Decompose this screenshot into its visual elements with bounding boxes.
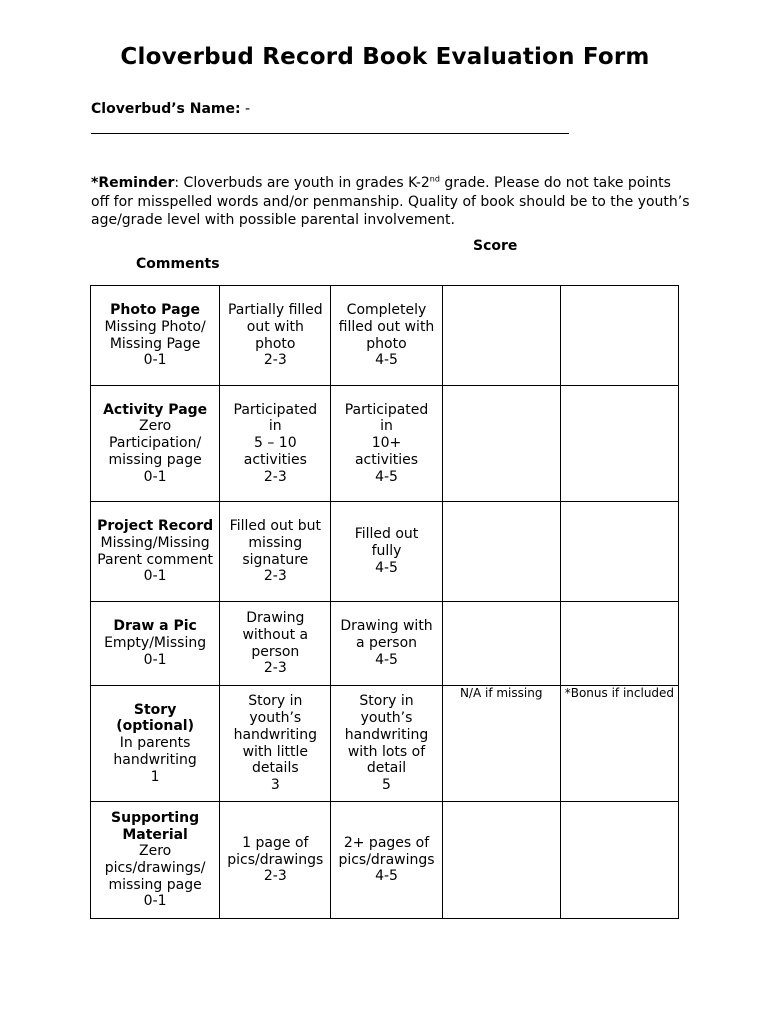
low-criteria-text: In parents bbox=[119, 735, 191, 752]
high-criteria-text: Story in bbox=[359, 693, 414, 710]
comments-cell[interactable] bbox=[560, 602, 678, 686]
high-criteria-text: 4-5 bbox=[375, 468, 398, 485]
low-criteria-text: 0-1 bbox=[143, 468, 167, 485]
table-row bbox=[91, 686, 679, 802]
low-criteria-text: Missing/Missing bbox=[100, 534, 210, 551]
category-cell bbox=[91, 502, 220, 602]
high-criteria-text: photo bbox=[366, 335, 407, 352]
mid-criteria-text: 2-3 bbox=[263, 468, 287, 485]
category-cell bbox=[91, 286, 220, 386]
score-label: Score bbox=[473, 238, 518, 254]
mid-criteria-text: Participated bbox=[233, 401, 318, 418]
high-criteria-text: detail bbox=[366, 760, 407, 777]
score-cell[interactable]: N/A if missing bbox=[442, 686, 560, 802]
mid-criteria-text: in bbox=[268, 418, 282, 435]
low-criteria-text: Parent comment bbox=[97, 551, 213, 568]
score-cell[interactable] bbox=[442, 386, 560, 502]
high-criteria-text: activities bbox=[354, 451, 419, 468]
low-criteria-text: 0-1 bbox=[143, 568, 167, 585]
category-label: Draw a Pic bbox=[113, 618, 197, 635]
category-label: Supporting Material bbox=[111, 809, 200, 843]
table-row bbox=[91, 802, 679, 919]
low-criteria-text: Empty/Missing bbox=[104, 635, 207, 652]
score-cell[interactable] bbox=[442, 502, 560, 602]
mid-criteria-text: 2-3 bbox=[263, 568, 287, 585]
category-cell bbox=[91, 686, 220, 802]
mid-criteria-text: signature bbox=[242, 551, 309, 568]
high-criteria-text: Participated bbox=[344, 401, 429, 418]
comments-cell[interactable] bbox=[560, 386, 678, 502]
high-criteria-text: pics/drawings bbox=[338, 851, 435, 868]
low-criteria-text: pics/drawings/ bbox=[104, 860, 206, 876]
category-label: Photo Page bbox=[110, 302, 201, 319]
high-criteria-text: 4-5 bbox=[375, 868, 398, 885]
mid-criteria-text: 5 – 10 bbox=[254, 435, 297, 452]
reminder-text-2: grade. Please do not take points off for misspelled words and/or penmanship. Quality of book should be to the youth’s age/grade level with possible parental involvement. bbox=[91, 175, 690, 228]
mid-criteria-text: Filled out but bbox=[229, 518, 321, 535]
low-criteria-text: Missing Photo/ bbox=[104, 318, 206, 335]
high-criteria-cell bbox=[331, 386, 442, 502]
high-criteria-cell bbox=[331, 602, 442, 686]
comments-cell[interactable] bbox=[560, 502, 678, 602]
category-cell bbox=[91, 802, 220, 919]
category-cell bbox=[91, 602, 220, 686]
high-criteria-text: in bbox=[380, 418, 393, 435]
high-criteria-text: youth’s bbox=[360, 710, 413, 727]
form-title: Cloverbud Record Book Evaluation Form bbox=[120, 44, 650, 70]
low-criteria-text: Zero bbox=[139, 418, 172, 435]
low-criteria-text: 1 bbox=[150, 768, 160, 785]
comments-cell[interactable]: *Bonus if included bbox=[560, 686, 678, 802]
mid-criteria-cell bbox=[220, 386, 331, 502]
high-criteria-text: 4-5 bbox=[375, 651, 398, 668]
table-row bbox=[91, 502, 679, 602]
cloverbud-name-line bbox=[91, 101, 250, 117]
mid-criteria-text: Story in bbox=[248, 693, 303, 710]
reminder-text-1: Cloverbuds are youth in grades K-2 bbox=[179, 175, 430, 191]
high-criteria-cell bbox=[331, 686, 442, 802]
score-cell[interactable] bbox=[442, 286, 560, 386]
mid-criteria-cell bbox=[220, 802, 331, 919]
name-underline bbox=[91, 133, 569, 134]
score-cell[interactable] bbox=[442, 602, 560, 686]
mid-criteria-text: out with bbox=[246, 318, 304, 335]
high-criteria-text: Completely bbox=[346, 302, 427, 319]
reminder-paragraph bbox=[91, 174, 691, 230]
mid-criteria-text: photo bbox=[255, 335, 296, 352]
mid-criteria-text: Drawing bbox=[246, 610, 305, 627]
mid-criteria-text: 2-3 bbox=[263, 660, 287, 677]
high-criteria-cell bbox=[331, 286, 442, 386]
mid-criteria-text: pics/drawings bbox=[227, 851, 324, 868]
mid-criteria-text: activities bbox=[243, 451, 307, 468]
mid-criteria-cell bbox=[220, 602, 331, 686]
low-criteria-text: handwriting bbox=[113, 751, 197, 768]
mid-criteria-text: Partially filled bbox=[227, 302, 323, 319]
low-criteria-text: missing page bbox=[108, 451, 202, 468]
comments-label: Comments bbox=[136, 256, 220, 272]
name-value[interactable]: - bbox=[240, 101, 251, 117]
comments-cell[interactable] bbox=[560, 286, 678, 386]
high-criteria-cell bbox=[331, 502, 442, 602]
reminder-sup: nd bbox=[429, 174, 440, 184]
low-criteria-text: 0-1 bbox=[143, 893, 167, 910]
high-criteria-text: Filled out bbox=[354, 526, 419, 543]
table-row bbox=[91, 602, 679, 686]
category-cell bbox=[91, 386, 220, 502]
mid-criteria-text: 2-3 bbox=[263, 352, 287, 369]
low-criteria-text: 0-1 bbox=[143, 651, 167, 668]
high-criteria-text: handwriting bbox=[344, 726, 429, 743]
low-criteria-text: 0-1 bbox=[143, 352, 167, 369]
reminder-colon: : bbox=[174, 175, 180, 191]
mid-criteria-text: 2-3 bbox=[263, 868, 287, 885]
high-criteria-text: 10+ bbox=[371, 435, 402, 452]
mid-criteria-text: handwriting bbox=[233, 726, 318, 743]
mid-criteria-text: with little bbox=[242, 743, 309, 760]
reminder-label: *Reminder bbox=[91, 175, 175, 191]
high-criteria-text: 2+ pages of bbox=[343, 834, 430, 851]
high-criteria-text: Drawing with bbox=[340, 618, 433, 635]
high-criteria-text: with lots of bbox=[347, 743, 426, 760]
mid-criteria-text: youth’s bbox=[249, 710, 302, 727]
high-criteria-text: 4-5 bbox=[375, 352, 398, 369]
category-label: Project Record bbox=[97, 518, 214, 535]
category-label: Story (optional) bbox=[116, 701, 194, 735]
comments-cell[interactable] bbox=[560, 802, 678, 919]
table-row bbox=[91, 386, 679, 502]
mid-criteria-cell bbox=[220, 286, 331, 386]
mid-criteria-text: 1 page of bbox=[242, 834, 309, 851]
mid-criteria-text: without a bbox=[242, 626, 309, 643]
category-label: Activity Page bbox=[103, 401, 208, 418]
evaluation-table bbox=[90, 285, 679, 919]
mid-criteria-text: details bbox=[251, 760, 299, 777]
high-criteria-text: 4-5 bbox=[375, 559, 398, 576]
low-criteria-text: Participation/ bbox=[109, 435, 202, 452]
low-criteria-text: Zero bbox=[139, 843, 172, 860]
mid-criteria-text: person bbox=[251, 643, 300, 660]
score-cell[interactable] bbox=[442, 802, 560, 919]
high-criteria-text: 5 bbox=[382, 776, 391, 793]
mid-criteria-cell bbox=[220, 686, 331, 802]
low-criteria-text: Missing Page bbox=[109, 335, 201, 352]
table-row bbox=[91, 286, 679, 386]
mid-criteria-text: missing bbox=[248, 534, 303, 551]
low-criteria-text: missing page bbox=[108, 876, 202, 893]
name-label: Cloverbud’s Name: bbox=[91, 101, 241, 117]
mid-criteria-cell bbox=[220, 502, 331, 602]
mid-criteria-text: 3 bbox=[270, 776, 280, 793]
high-criteria-text: a person bbox=[355, 635, 418, 652]
high-criteria-text: fully bbox=[371, 543, 402, 560]
high-criteria-text: filled out with bbox=[338, 318, 435, 335]
high-criteria-cell bbox=[331, 802, 442, 919]
